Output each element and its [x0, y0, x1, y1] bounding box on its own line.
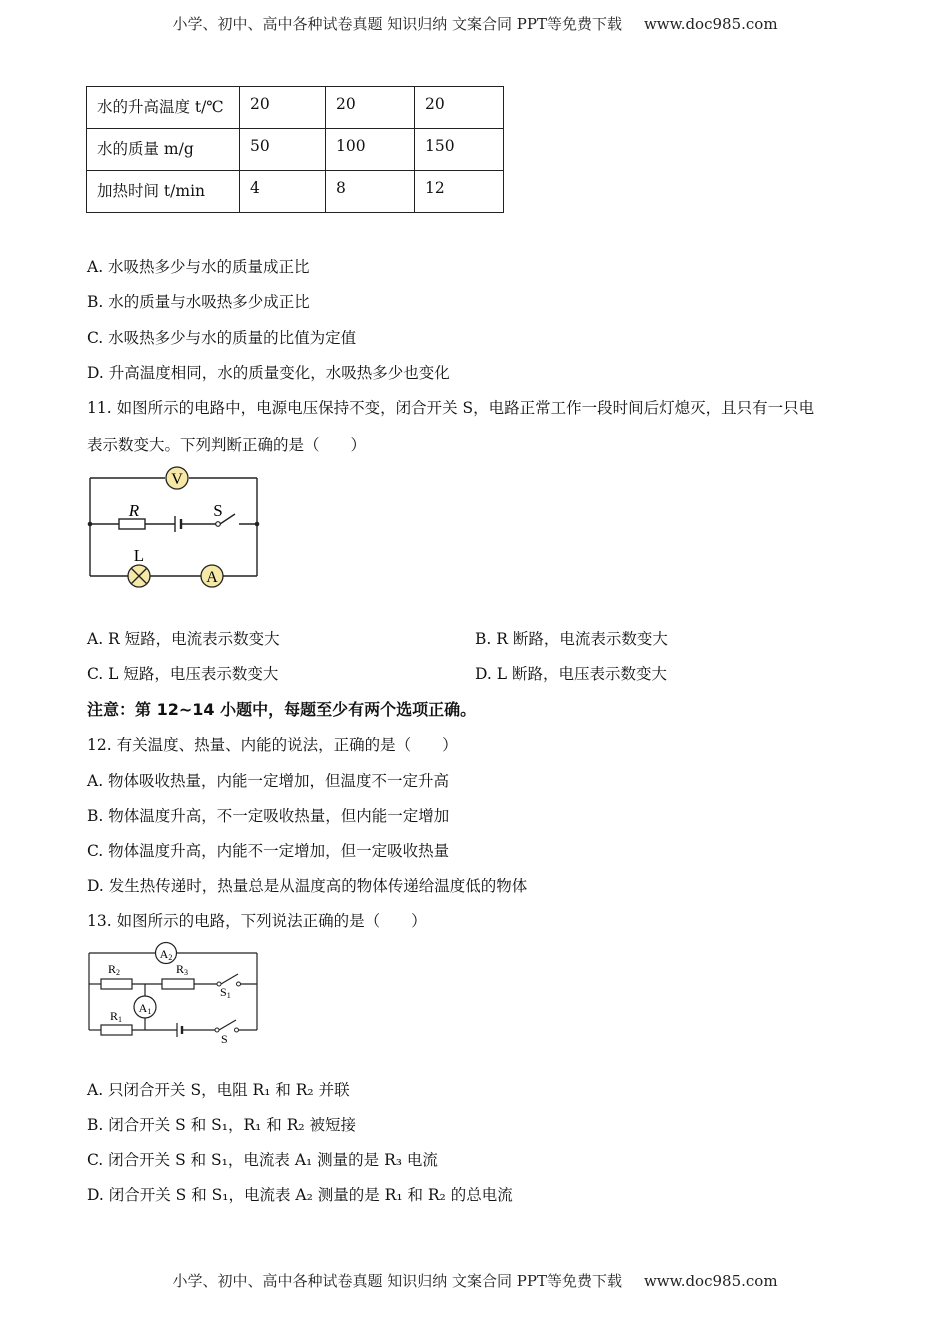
- table-cell: 150: [415, 129, 504, 171]
- q11-circuit-figure: [80, 460, 270, 595]
- notice: 注意：第 12~14 小题中，每题至少有两个选项正确。: [87, 700, 477, 719]
- switch-s-label: S: [221, 1032, 228, 1046]
- header-site[interactable]: www.doc985.com: [643, 15, 778, 33]
- resistor-r2-label: R2: [108, 962, 121, 977]
- q13-option-d: D. 闭合开关 S 和 S₁，电流表 A₂ 测量的是 R₁ 和 R₂ 的总电流: [87, 1186, 513, 1204]
- table-cell-label: 水的质量 m/g: [87, 129, 240, 171]
- table-cell: 100: [326, 129, 415, 171]
- q13-option-a: A. 只闭合开关 S，电阻 R₁ 和 R₂ 并联: [87, 1081, 350, 1099]
- q10-option-a: A. 水吸热多少与水的质量成正比: [87, 258, 310, 276]
- q11-stem-line2: 表示数变大。下列判断正确的是（ ）: [87, 436, 367, 454]
- q12-option-a: A. 物体吸收热量，内能一定增加，但温度不一定升高: [87, 772, 450, 790]
- q13-option-c: C. 闭合开关 S 和 S₁，电流表 A₁ 测量的是 R₃ 电流: [87, 1151, 438, 1169]
- resistor-label: R: [128, 501, 140, 520]
- data-table: [86, 86, 504, 213]
- q13-stem: 13. 如图所示的电路，下列说法正确的是（ ）: [87, 912, 427, 930]
- q11-option-a: A. R 短路，电流表示数变大: [87, 630, 280, 648]
- q13-circuit-figure: [82, 940, 264, 1052]
- q10-option-c: C. 水吸热多少与水的质量的比值为定值: [87, 329, 357, 347]
- switch-label: S: [213, 501, 223, 520]
- q13-option-b: B. 闭合开关 S 和 S₁，R₁ 和 R₂ 被短接: [87, 1116, 357, 1134]
- resistor-r1-label: R1: [110, 1009, 123, 1024]
- table-cell: 20: [240, 87, 326, 129]
- q10-option-b: B. 水的质量与水吸热多少成正比: [87, 293, 310, 311]
- ammeter-a2-label: A2: [159, 947, 173, 962]
- q12-option-b: B. 物体温度升高，不一定吸收热量，但内能一定增加: [87, 807, 450, 825]
- q11-stem-line1: 11. 如图所示的电路中，电源电压保持不变，闭合开关 S，电路正常工作一段时间后灯熄灭，且只有一只电: [87, 399, 815, 417]
- page-footer: [0, 1270, 950, 1291]
- table-row: [87, 87, 504, 129]
- ammeter-label: A: [206, 569, 218, 586]
- table-cell: 50: [240, 129, 326, 171]
- table-cell-label: 加热时间 t/min: [87, 171, 240, 213]
- footer-site[interactable]: www.doc985.com: [643, 1272, 778, 1290]
- table-row: [87, 129, 504, 171]
- switch-s1-label: S1: [220, 985, 231, 1000]
- ammeter-a1-label: A1: [138, 1001, 152, 1016]
- q12-option-c: C. 物体温度升高，内能不一定增加，但一定吸收热量: [87, 842, 450, 860]
- table-cell: 20: [415, 87, 504, 129]
- header-text: 小学、初中、高中各种试卷真题 知识归纳 文案合同 PPT等免费下载: [172, 15, 622, 33]
- table-row: [87, 171, 504, 213]
- lamp-label: L: [133, 546, 145, 565]
- q12-stem: 12. 有关温度、热量、内能的说法，正确的是（ ）: [87, 736, 458, 754]
- q11-option-c: C. L 短路，电压表示数变大: [87, 665, 279, 683]
- footer-text: 小学、初中、高中各种试卷真题 知识归纳 文案合同 PPT等免费下载: [172, 1272, 622, 1290]
- table-cell: 12: [415, 171, 504, 213]
- resistor-r3-label: R3: [176, 962, 189, 977]
- q12-option-d: D. 发生热传递时，热量总是从温度高的物体传递给温度低的物体: [87, 877, 528, 895]
- q11-option-d: D. L 断路，电压表示数变大: [475, 665, 667, 683]
- table-cell-label: 水的升高温度 t/℃: [87, 87, 240, 129]
- table-cell: 8: [326, 171, 415, 213]
- table-cell: 4: [240, 171, 326, 213]
- page-header: [0, 13, 950, 34]
- table-cell: 20: [326, 87, 415, 129]
- voltmeter-label: V: [171, 471, 183, 488]
- q10-option-d: D. 升高温度相同，水的质量变化，水吸热多少也变化: [87, 364, 450, 382]
- q11-option-b: B. R 断路，电流表示数变大: [475, 630, 668, 648]
